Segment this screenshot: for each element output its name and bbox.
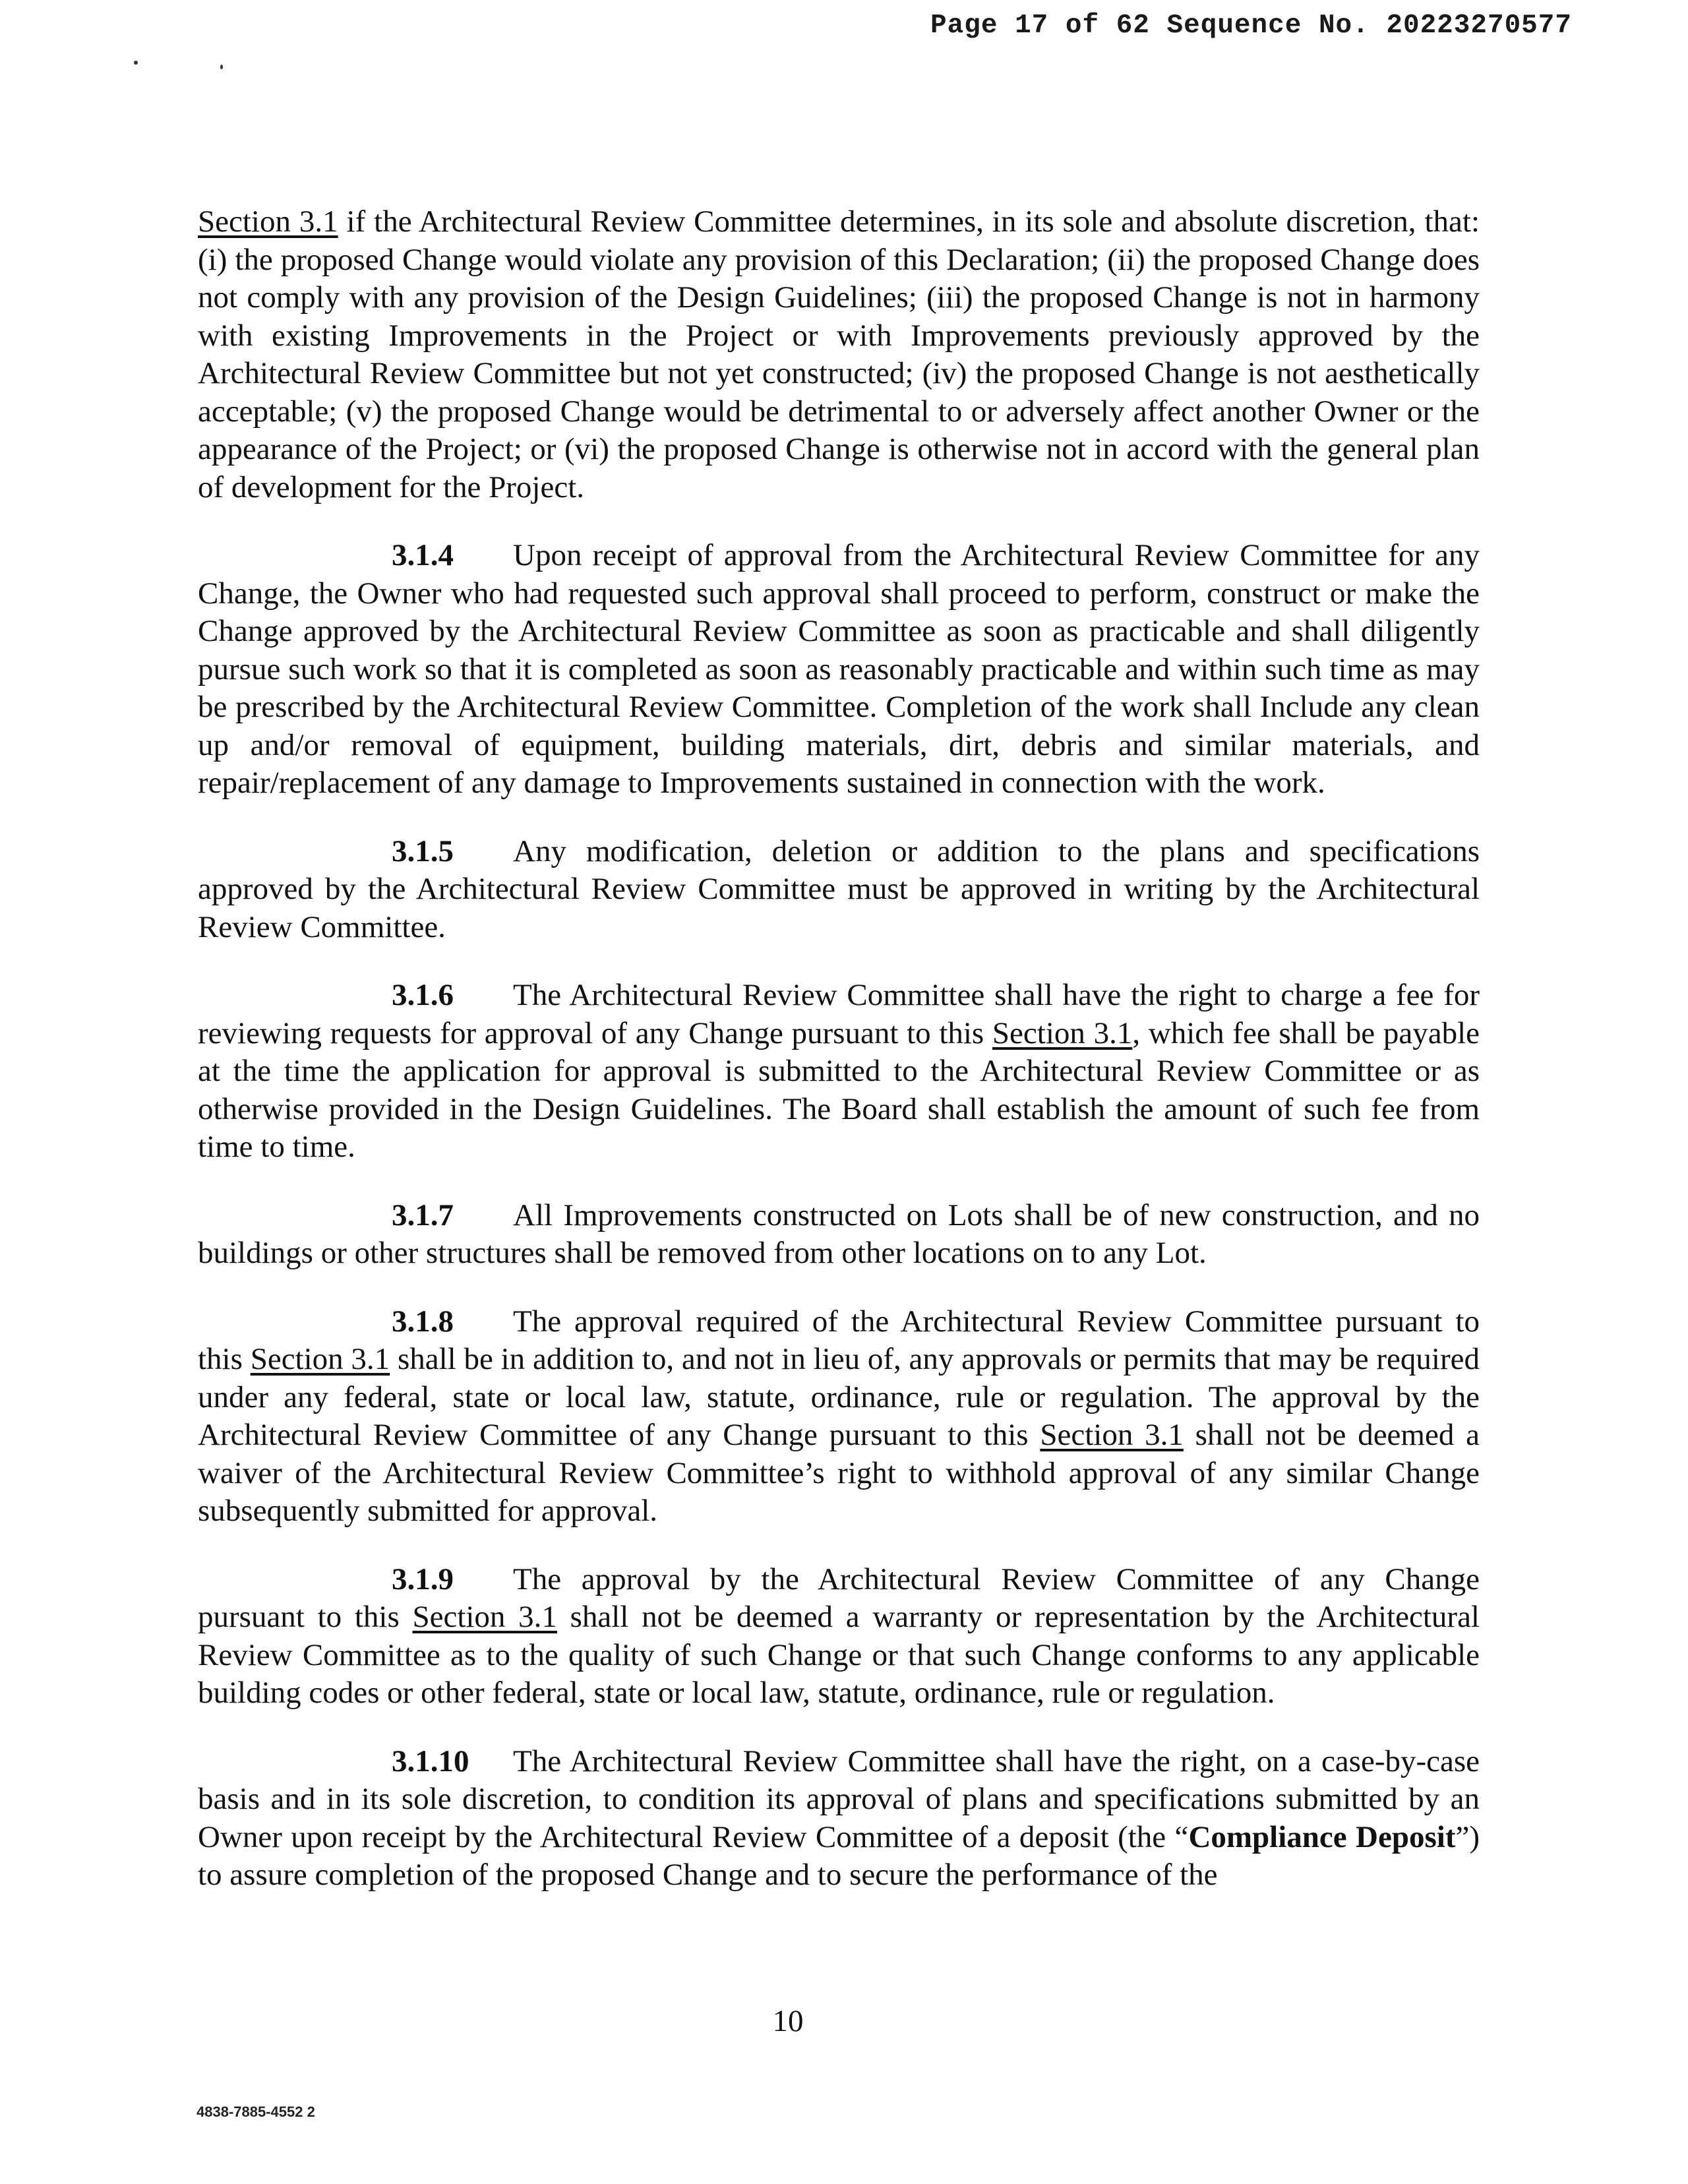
section-reference: Section 3.1 [1040, 1418, 1184, 1452]
paragraph-text: Upon receipt of approval from the Architectural Review Committee for any Change, the Owner who had requested such approval shall proceed to perform, construct or make the Change approved by the Architectural Review Committee as soon as practicable and shall diligently pursue such work so that it is completed as soon as reasonably practicable and within such time as may be prescribed by the Architectural Review Committee. Completion of the work shall Include any clean up and/or removal of equipment, building materials, dirt, debris and similar materials, and repair/replacement of any damage to Improvements sustained in connection with the work. [198, 538, 1480, 800]
section-number: 3.1.7 [392, 1198, 454, 1232]
paragraph-text: ”) to assure completion of the proposed Change and to secure the performance of the [198, 1819, 1480, 1892]
paragraph-text: Any modification, deletion or addition to the plans and specifications approved by the Architectural Review Committee must be approved in writing by the Architectural Review Committee. [198, 834, 1480, 944]
section-number: 3.1.8 [392, 1304, 454, 1339]
scan-speck [134, 61, 138, 65]
section-reference: Section 3.1 [198, 204, 338, 239]
paragraph-text: shall not be deemed a warranty or representation by the Architectural Review Committee as to the quality of such Change or that such Change conforms to any applicable building codes or other federal, state or local law, statute, ordinance, rule or regulation. [198, 1600, 1480, 1710]
paragraph-3-1-5 [198, 833, 1480, 947]
paragraph-text: if the Architectural Review Committee determines, in its sole and absolute discretion, that: (i) the proposed Change would violate any provision of this Declaration; (ii) the proposed Change does not comply with any provision of the Design Guidelines; (iii) the proposed Change is not in harmony with existing Improvements in the Project or with Improvements previously approved by the Architectural Review Committee but not yet constructed; (iv) the proposed Change is not aesthetically acceptable; (v) the proposed Change would be detrimental to or adversely affect another Owner or the appearance of the Project; or (vi) the proposed Change is otherwise not in accord with the general plan of development for the Project. [198, 204, 1480, 504]
paragraph-3-1-6 [198, 977, 1480, 1167]
section-number: 3.1.5 [392, 834, 454, 868]
section-number: 3.1.4 [392, 538, 454, 572]
paragraph-text: shall be in addition to, and not in lieu of, any approvals or permits that may be required under any federal, state or local law, statute, ordinance, rule or regulation. The approval by the Architectural Review Committee of any Change pursuant to this [198, 1342, 1480, 1452]
scan-speck [220, 65, 223, 69]
paragraph-3-1-10 [198, 1743, 1480, 1895]
section-number: 3.1.10 [392, 1744, 469, 1778]
paragraph-text: The approval by the Architectural Review Committee of any Change pursuant to this [198, 1562, 1480, 1634]
paragraph-text: The Architectural Review Committee shall have the right to charge a fee for reviewing requests for approval of any Change pursuant to this [198, 978, 1480, 1050]
section-reference: Section 3.1 [412, 1600, 557, 1634]
document-body [198, 203, 1480, 1925]
paragraph-3-1-7 [198, 1197, 1480, 1273]
section-reference: Section 3.1 [992, 1016, 1133, 1050]
paragraph-intro [198, 203, 1480, 506]
paragraph-3-1-4 [198, 537, 1480, 803]
section-number: 3.1.9 [392, 1562, 454, 1596]
defined-term: Compliance Deposit [1188, 1819, 1456, 1854]
paragraph-text: shall not be deemed a waiver of the Architectural Review Committee’s right to withhold approval of any similar Change subsequently submitted for approval. [198, 1418, 1480, 1528]
paragraph-3-1-8 [198, 1303, 1480, 1531]
paragraph-text: The approval required of the Architectural Review Committee pursuant to this [198, 1304, 1480, 1376]
paragraph-text: , which fee shall be payable at the time the application for approval is submitted to the Architectural Review Committee or as otherwise provided in the Design Guidelines. The Board shall establish the amount of such fee from time to time. [198, 1016, 1480, 1164]
document-id: 4838-7885-4552 2 [196, 2104, 315, 2120]
paragraph-3-1-9 [198, 1561, 1480, 1713]
section-number: 3.1.6 [392, 978, 454, 1012]
page-sequence-header: Page 17 of 62 Sequence No. 20223270577 [930, 11, 1572, 41]
section-reference: Section 3.1 [250, 1342, 390, 1376]
page-number: 10 [772, 2004, 804, 2038]
paragraph-text: The Architectural Review Committee shall have the right, on a case-by-case basis and in its sole discretion, to condition its approval of plans and specifications submitted by an Owner upon receipt by the Architectural Review Committee of a deposit (the “ [198, 1744, 1480, 1854]
paragraph-text: All Improvements constructed on Lots shall be of new construction, and no buildings or other structures shall be removed from other locations on to any Lot. [198, 1198, 1480, 1270]
